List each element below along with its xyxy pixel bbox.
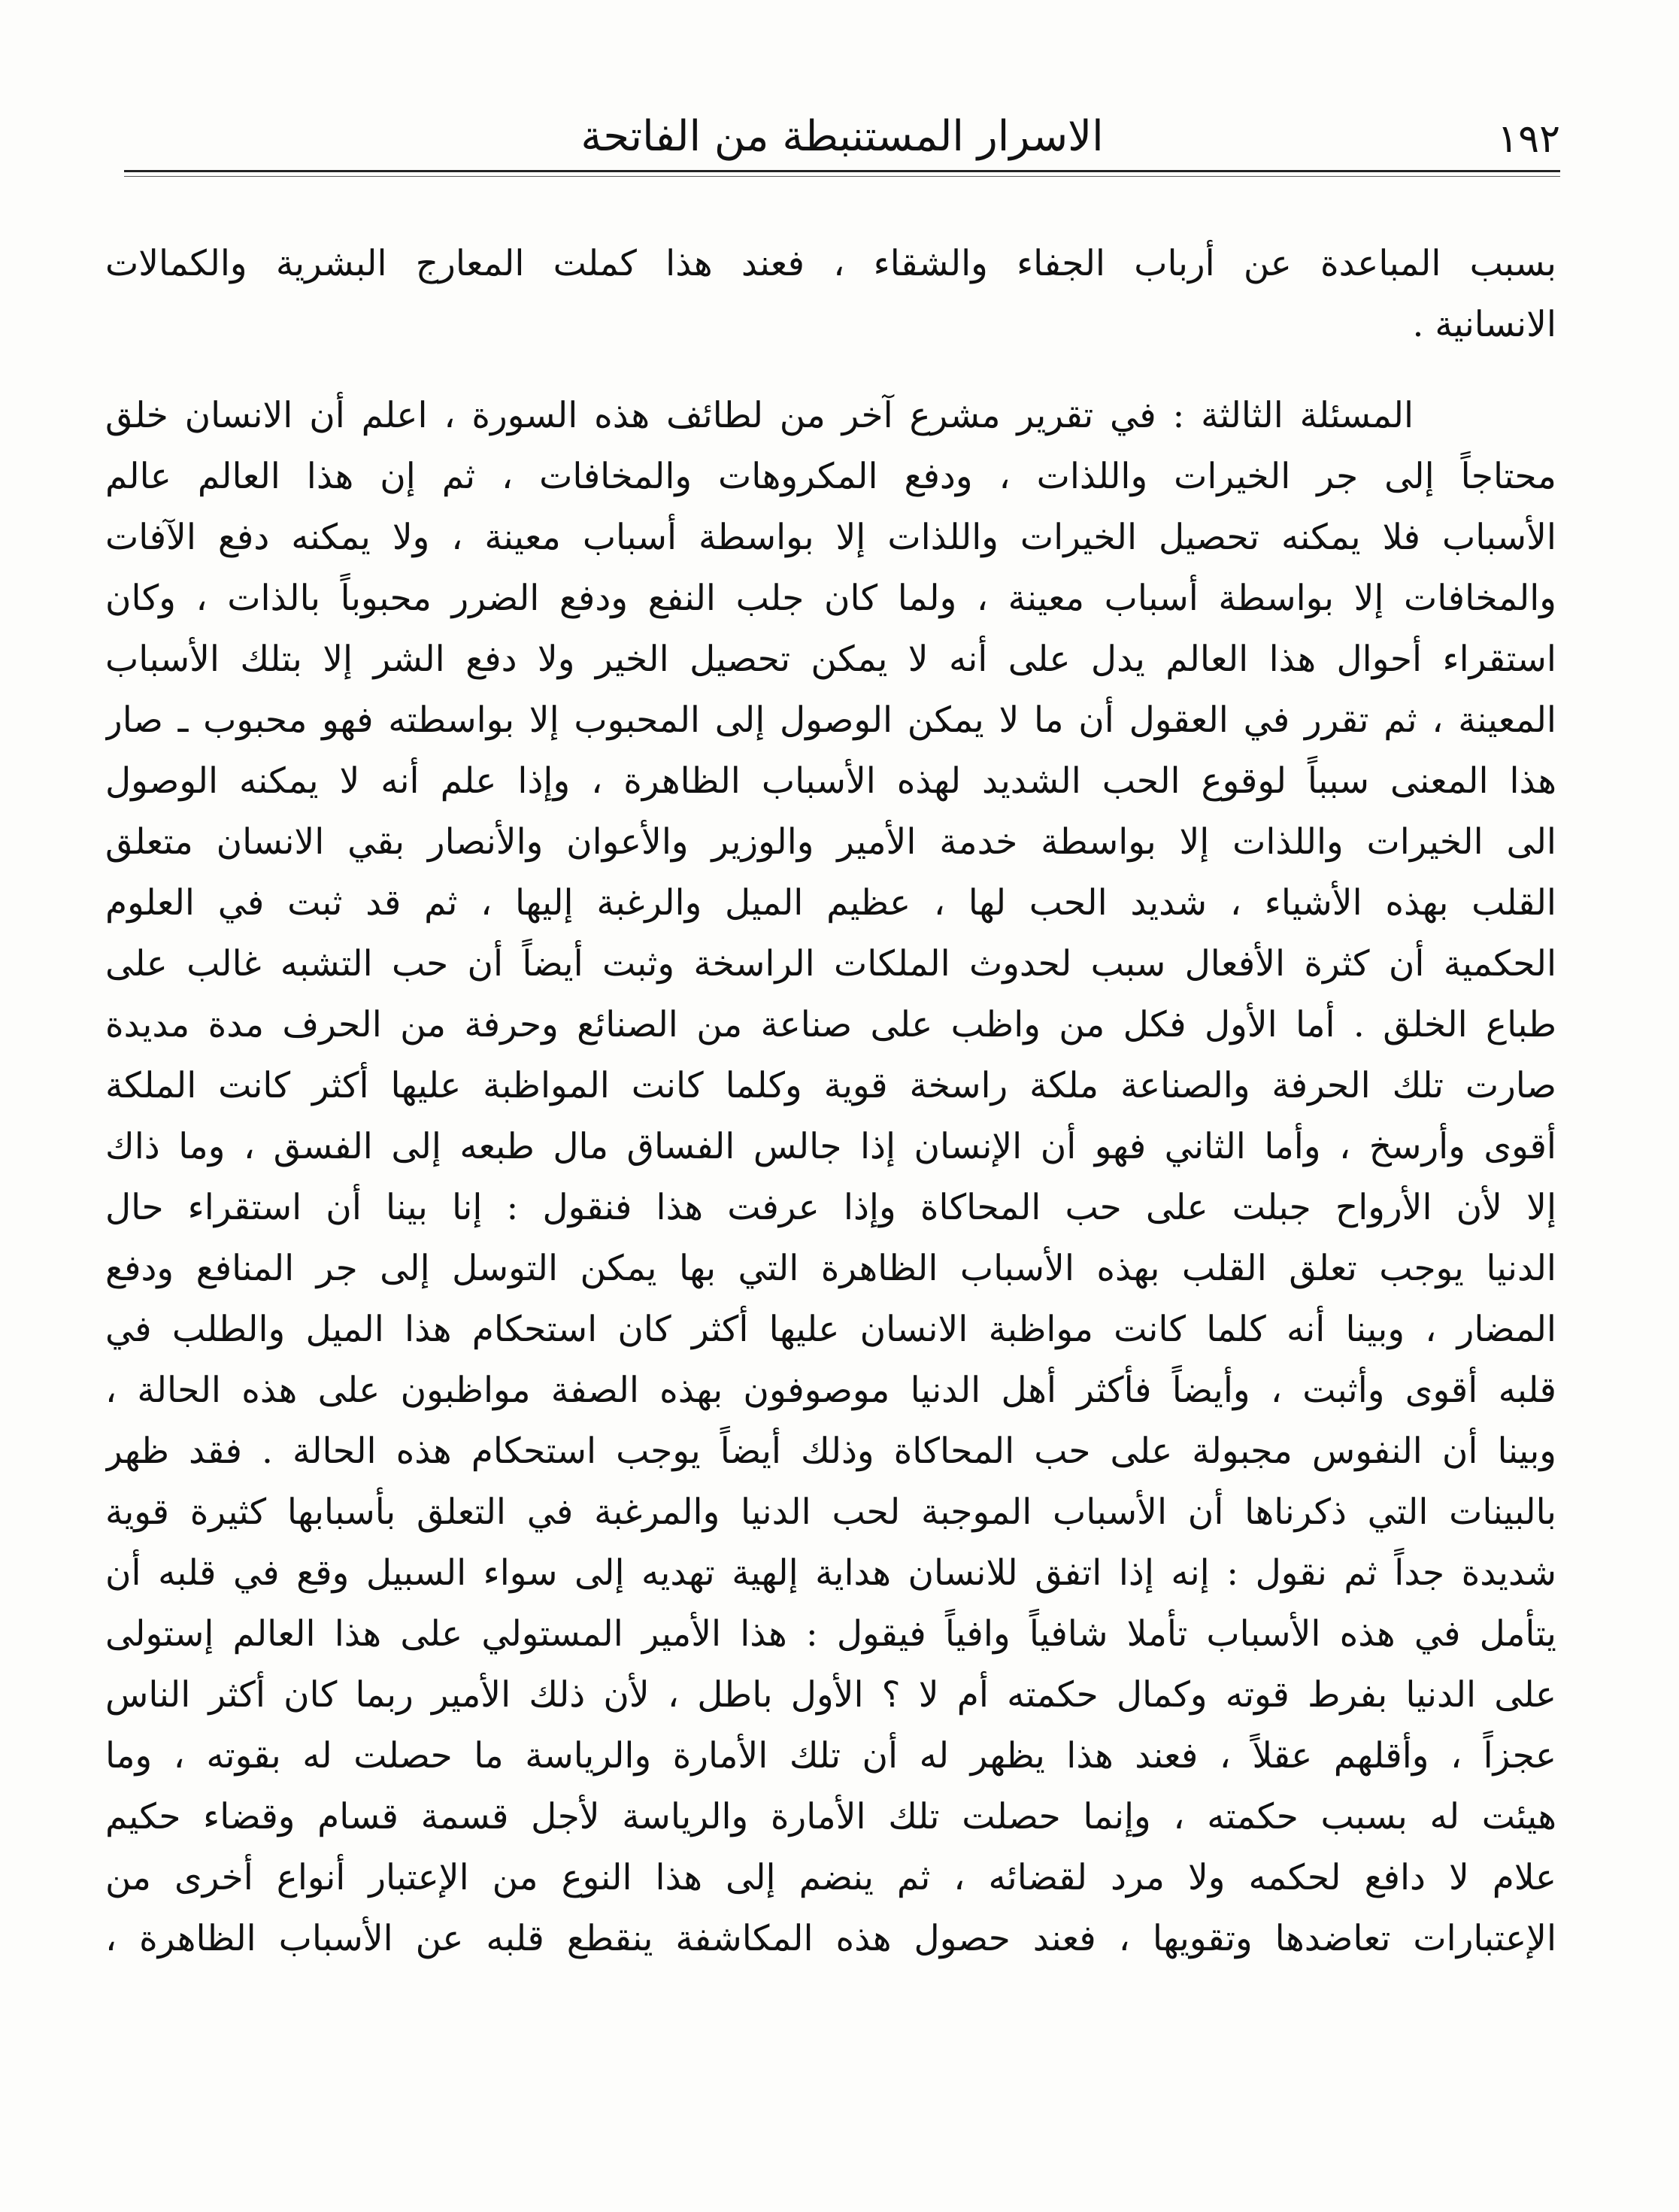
text-line: بسبب المباعدة عن أرباب الجفاء والشقاء ، فعند هذا كملت المعارج البشرية والكمالات <box>105 243 1556 284</box>
text-line: الى الخيرات واللذات إلا بواسطة خدمة الأمير والوزير والأعوان والأنصار بقي الانسان متعلق <box>105 821 1556 863</box>
text-line: الانسانية . <box>1412 304 1556 345</box>
text-line: يتأمل في هذه الأسباب تأملا شافياً وافياً فيقول : هذا الأمير المستولي على هذا العالم إستولى <box>105 1613 1556 1655</box>
text-line: أقوى وأرسخ ، وأما الثاني فهو أن الإنسان إذا جالس الفساق مال طبعه إلى الفسق ، وما ذاك <box>105 1126 1556 1167</box>
text-line: استقراء أحوال هذا العالم يدل على أنه لا يمكن تحصيل الخير ولا دفع الشر إلا بتلك الأسباب <box>105 639 1556 680</box>
text-line: وبينا أن النفوس مجبولة على حب المحاكاة وذلك أيضاً يوجب استحكام هذه الحالة . فقد ظهر <box>105 1431 1556 1472</box>
text-line: الحكمية أن كثرة الأفعال سبب لحدوث الملكات الراسخة وثبت أيضاً أن حب التشبه غالب على <box>105 943 1556 985</box>
text-line: المضار ، وبينا أنه كلما كانت مواظبة الانسان عليها أكثر كان استحكام هذا الميل والطلب في <box>105 1309 1556 1350</box>
text-line: هذا المعنى سبباً لوقوع الحب الشديد لهذه الأسباب الظاهرة ، وإذا علم أنه لا يمكنه الوصول <box>105 760 1556 802</box>
text-line: شديدة جداً ثم نقول : إنه إذا اتفق للانسان هداية إلهية تهديه إلى سواء السبيل وقع في قلبه أن <box>105 1552 1556 1594</box>
page-body <box>105 233 1556 1969</box>
text-line: علام لا دافع لحكمه ولا مرد لقضائه ، ثم ينضم إلى هذا النوع من الإعتبار أنواع أخرى من <box>105 1857 1556 1898</box>
running-title: الاسرار المستنبطة من الفاتحة <box>580 112 1104 161</box>
text-line: المسئلة الثالثة : في تقرير مشرع آخر من لطائف هذه السورة ، اعلم أن الانسان خلق <box>105 395 1414 436</box>
text-line: محتاجاً إلى جر الخيرات واللذات ، ودفع المكروهات والمخافات ، ثم إن هذا العالم عالم <box>105 456 1556 497</box>
text-line: القلب بهذه الأشياء ، شديد الحب لها ، عظيم الميل والرغبة إليها ، ثم قد ثبت في العلوم <box>105 882 1556 924</box>
header-rule-thin <box>124 176 1560 177</box>
text-line: الدنيا يوجب تعلق القلب بهذه الأسباب الظاهرة التي بها يمكن التوسل إلى جر المنافع ودفع <box>105 1248 1556 1289</box>
text-line: طباع الخلق . أما الأول فكل من واظب على صناعة من الصنائع وحرفة من الحرف مدة مديدة <box>105 1004 1556 1045</box>
text-line: عجزاً ، وأقلهم عقلاً ، فعند هذا يظهر له أن تلك الأمارة والرياسة ما حصلت له بقوته ، وما <box>105 1735 1556 1777</box>
page-number: ١٩٢ <box>1497 117 1560 162</box>
text-line: قلبه أقوى وأثبت ، وأيضاً فأكثر أهل الدنيا موصوفون بهذه الصفة مواظبون على هذه الحالة ، <box>105 1370 1556 1411</box>
text-line: المعينة ، ثم تقرر في العقول أن ما لا يمكن الوصول إلى المحبوب إلا بواسطته فهو محبوب ـ صار <box>105 699 1556 741</box>
text-line: والمخافات إلا بواسطة أسباب معينة ، ولما كان جلب النفع ودفع الضرر محبوباً بالذات ، وكان <box>105 578 1556 619</box>
page-header <box>124 105 1560 173</box>
text-line: إلا لأن الأرواح جبلت على حب المحاكاة وإذا عرفت هذا فنقول : إنا بينا أن استقراء حال <box>105 1187 1556 1228</box>
text-line: الأسباب فلا يمكنه تحصيل الخيرات واللذات إلا بواسطة أسباب معينة ، ولا يمكنه دفع الآفات <box>105 517 1556 558</box>
text-line: على الدنيا بفرط قوته وكمال حكمته أم لا ؟ الأول باطل ، لأن ذلك الأمير ربما كان أكثر الناس <box>105 1674 1556 1716</box>
text-line: هيئت له بسبب حكمته ، وإنما حصلت تلك الأمارة والرياسة لأجل قسمة قسام وقضاء حكيم <box>105 1796 1556 1837</box>
text-line: الإعتبارات تعاضدها وتقويها ، فعند حصول هذه المكاشفة ينقطع قلبه عن الأسباب الظاهرة ، <box>105 1918 1556 1959</box>
header-rule <box>124 170 1560 172</box>
text-line: بالبينات التي ذكرناها أن الأسباب الموجبة لحب الدنيا والمرغبة في التعلق بأسبابها كثيرة قوية <box>105 1491 1556 1533</box>
text-line: صارت تلك الحرفة والصناعة ملكة راسخة قوية وكلما كانت المواظبة عليها أكثر كانت الملكة <box>105 1065 1556 1106</box>
